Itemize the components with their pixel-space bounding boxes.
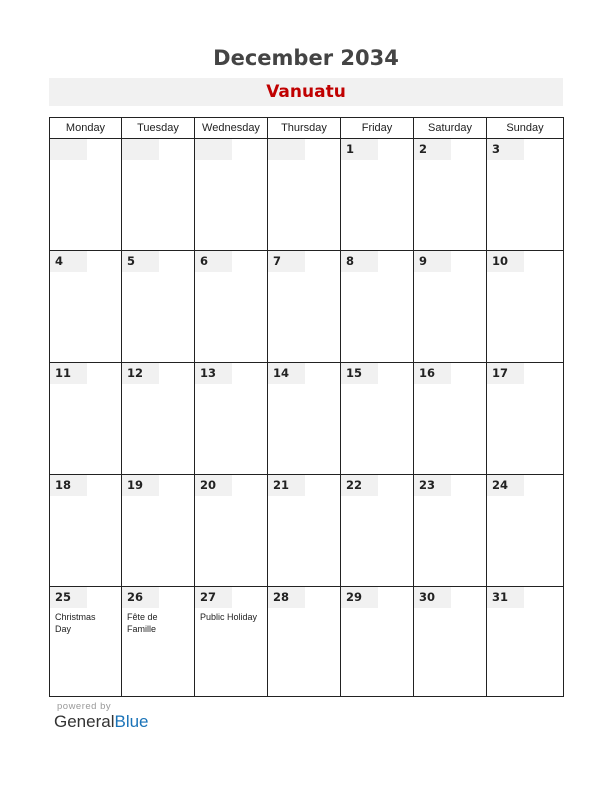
day-number: 29 (341, 587, 378, 608)
week-row (50, 139, 563, 251)
weeks-container (50, 139, 563, 696)
day-number: 11 (50, 363, 87, 384)
day-number (268, 139, 305, 160)
brand-blue-text: Blue (114, 712, 149, 731)
day-cell[interactable] (268, 251, 341, 362)
day-cell[interactable] (341, 475, 414, 586)
day-cell[interactable] (341, 587, 414, 696)
day-cell[interactable] (487, 475, 563, 586)
country-name: Vanuatu (266, 82, 346, 102)
day-number (122, 139, 159, 160)
weekday-header-wednesday: Wednesday (195, 118, 268, 138)
day-cell[interactable] (487, 363, 563, 474)
day-number: 21 (268, 475, 305, 496)
day-number: 15 (341, 363, 378, 384)
powered-by-label: powered by (57, 701, 112, 712)
day-number: 3 (487, 139, 524, 160)
weekday-header-saturday: Saturday (414, 118, 487, 138)
weekday-header-sunday: Sunday (506, 122, 544, 134)
holiday-label: Fête de Famille (127, 612, 158, 634)
day-cell[interactable] (195, 139, 268, 250)
day-number: 5 (122, 251, 159, 272)
weekday-header-tuesday: Tuesday (122, 118, 195, 138)
country-banner (49, 78, 563, 106)
holiday-label: Christmas Day (55, 612, 96, 634)
day-number (50, 139, 87, 160)
day-number: 6 (195, 251, 232, 272)
day-cell[interactable] (122, 587, 195, 696)
holiday-label: Public Holiday (200, 612, 258, 622)
day-number: 2 (414, 139, 451, 160)
weekday-header-friday: Friday (341, 118, 414, 138)
day-cell[interactable] (195, 475, 268, 586)
day-cell[interactable] (414, 475, 487, 586)
day-number: 30 (414, 587, 451, 608)
day-number: 22 (341, 475, 378, 496)
day-cell[interactable] (50, 363, 122, 474)
day-cell[interactable] (195, 587, 268, 696)
day-cell[interactable] (122, 475, 195, 586)
day-cell[interactable] (268, 475, 341, 586)
day-number: 31 (487, 587, 524, 608)
day-cell[interactable] (414, 363, 487, 474)
day-number: 7 (268, 251, 305, 272)
day-cell[interactable] (268, 363, 341, 474)
day-cell[interactable] (341, 363, 414, 474)
day-cell[interactable] (414, 587, 487, 696)
day-number: 1 (341, 139, 378, 160)
brand-general-text: General (54, 712, 115, 731)
day-number: 20 (195, 475, 232, 496)
day-number (195, 139, 232, 160)
day-cell[interactable] (122, 251, 195, 362)
day-cell[interactable] (487, 587, 563, 696)
day-number: 8 (341, 251, 378, 272)
day-number: 10 (487, 251, 524, 272)
week-row (50, 587, 563, 696)
day-cell[interactable] (50, 475, 122, 586)
day-cell[interactable] (122, 363, 195, 474)
weekday-header-monday: Monday (50, 118, 122, 138)
day-cell[interactable] (50, 251, 122, 362)
week-row (50, 475, 563, 587)
day-cell[interactable] (414, 139, 487, 250)
day-number: 24 (487, 475, 524, 496)
day-number: 28 (268, 587, 305, 608)
generalblue-logo[interactable] (54, 712, 149, 732)
day-number: 14 (268, 363, 305, 384)
weekday-header-row (50, 118, 563, 139)
weekday-header-thursday: Thursday (268, 118, 341, 138)
day-cell[interactable] (414, 251, 487, 362)
day-number: 18 (50, 475, 87, 496)
day-cell[interactable] (487, 251, 563, 362)
day-cell[interactable] (195, 363, 268, 474)
week-row (50, 251, 563, 363)
day-number: 4 (50, 251, 87, 272)
day-cell[interactable] (341, 139, 414, 250)
day-cell[interactable] (487, 139, 563, 250)
day-number: 23 (414, 475, 451, 496)
calendar-title: December 2034 (213, 46, 399, 70)
day-number: 16 (414, 363, 451, 384)
day-cell[interactable] (268, 139, 341, 250)
day-cell[interactable] (268, 587, 341, 696)
day-number: 25 (50, 587, 87, 608)
day-cell[interactable] (50, 587, 122, 696)
day-number: 19 (122, 475, 159, 496)
day-number: 13 (195, 363, 232, 384)
day-cell[interactable] (122, 139, 195, 250)
week-row (50, 363, 563, 475)
day-cell[interactable] (195, 251, 268, 362)
day-number: 17 (487, 363, 524, 384)
day-number: 27 (195, 587, 232, 608)
day-cell[interactable] (341, 251, 414, 362)
day-cell[interactable] (50, 139, 122, 250)
day-number: 9 (414, 251, 451, 272)
day-number: 12 (122, 363, 159, 384)
calendar-grid (49, 117, 564, 697)
day-number: 26 (122, 587, 159, 608)
